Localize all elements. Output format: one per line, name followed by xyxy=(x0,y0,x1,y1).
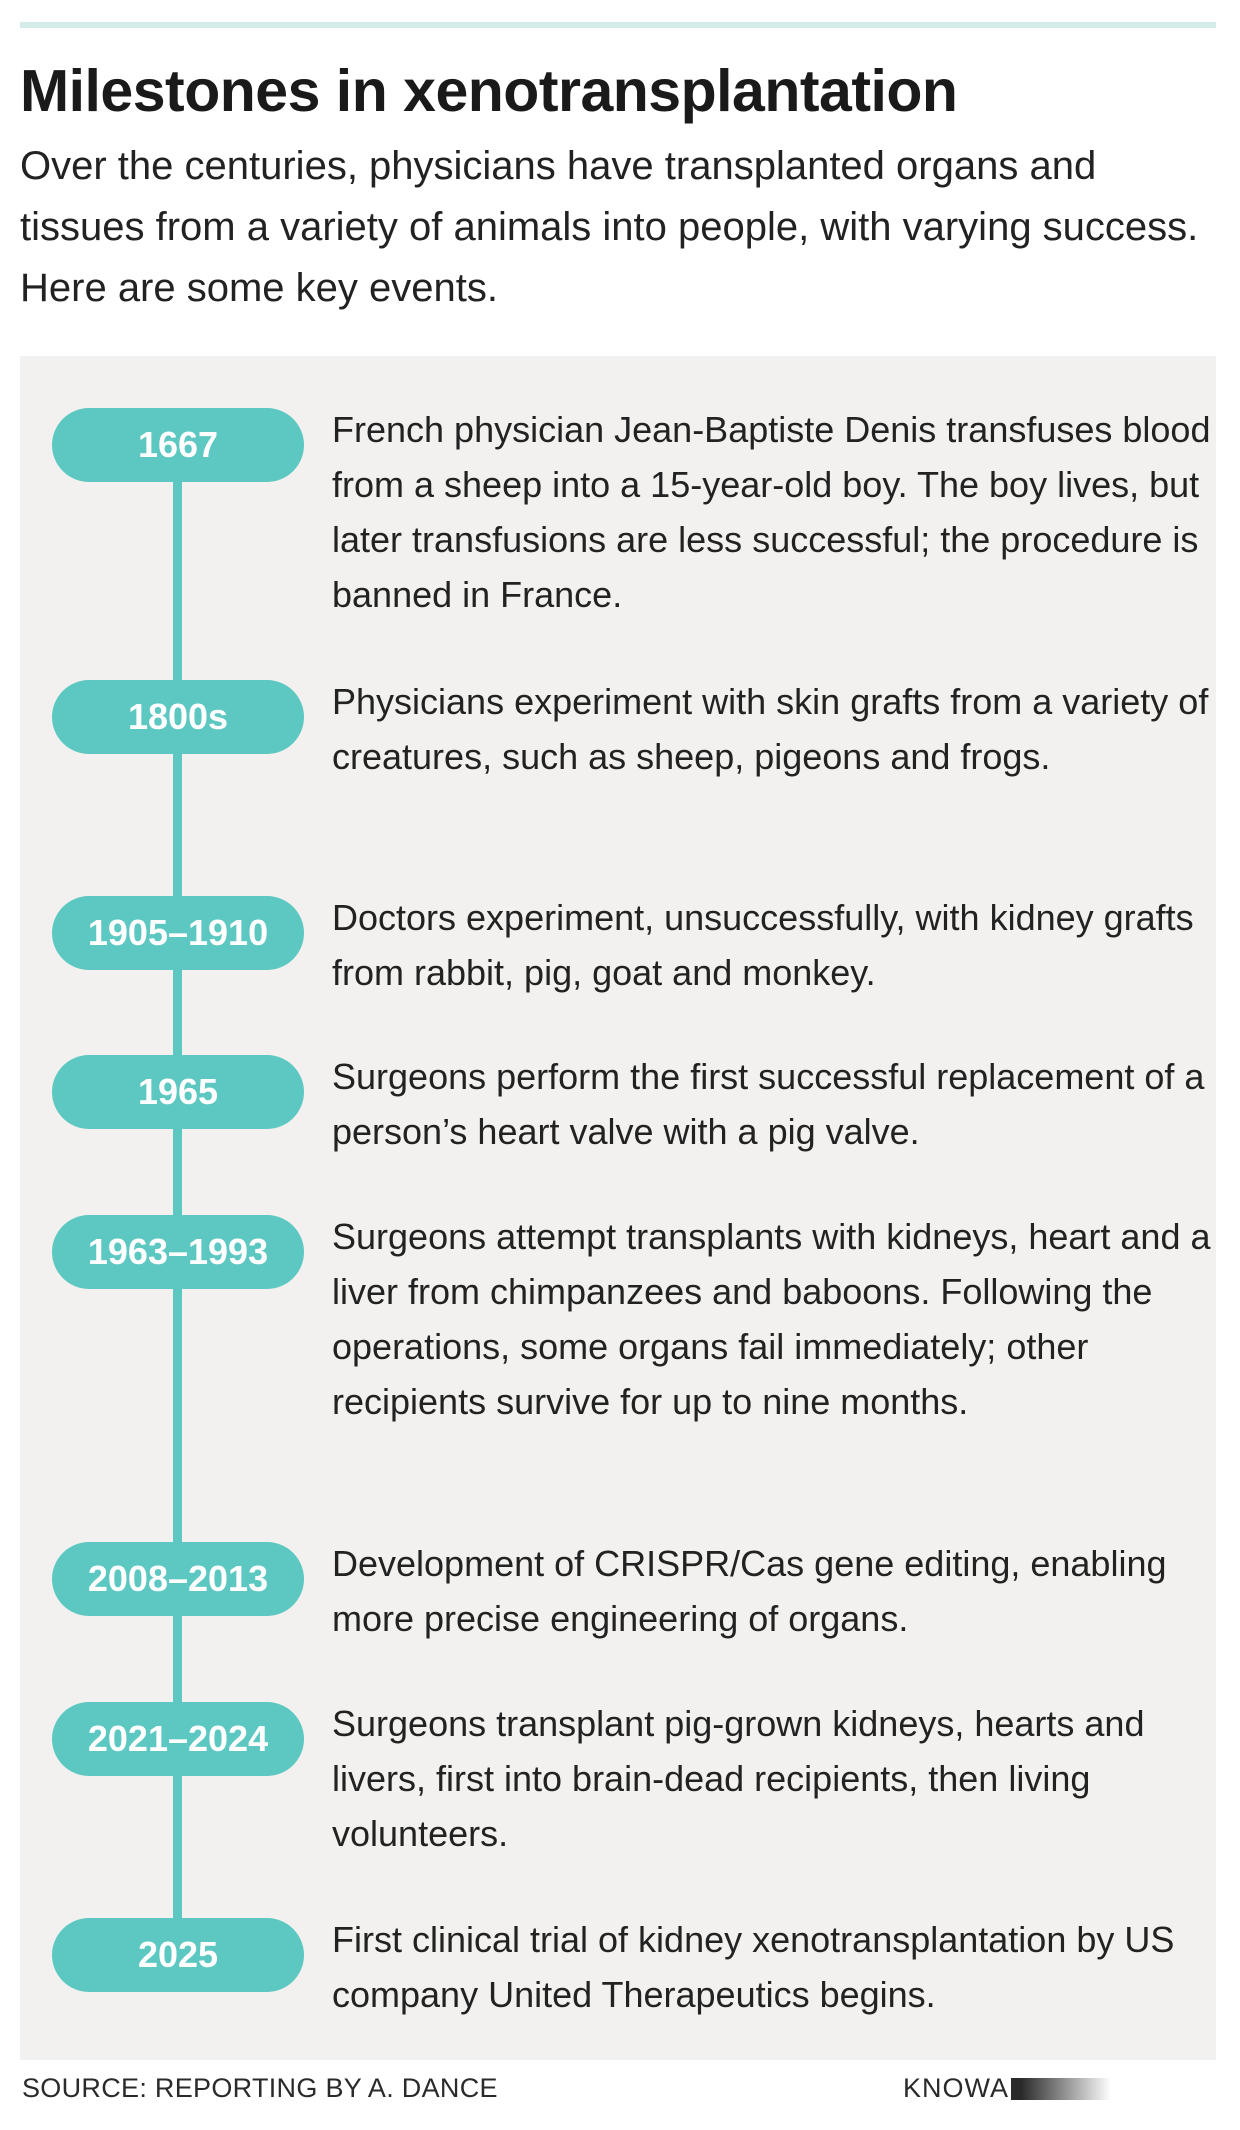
timeline-date-badge: 1965 xyxy=(52,1055,304,1129)
timeline-date-badge: 2008–2013 xyxy=(52,1542,304,1616)
timeline-date-badge: 1667 xyxy=(52,408,304,482)
brand-logo xyxy=(903,2073,1111,2104)
timeline-description: First clinical trial of kidney xenotransplantation by US company United Therapeutics begins. xyxy=(332,1919,1175,2015)
subtitle: Over the centuries, physicians have transplanted organs and tissues from a variety of animals into people, with varying success. Here are some key events. xyxy=(20,144,1199,310)
timeline-description: Surgeons perform the first successful replacement of a person’s heart valve with a pig valve. xyxy=(332,1056,1205,1152)
top-rule xyxy=(20,22,1216,28)
timeline-description: Physicians experiment with skin grafts from a variety of creatures, such as sheep, pigeons and frogs. xyxy=(332,681,1209,777)
timeline-date-badge: 2025 xyxy=(52,1918,304,1992)
timeline-description: Surgeons attempt transplants with kidneys, heart and a liver from chimpanzees and baboons. Following the operations, some organs fail immediately; other recipients survive for up to nine months. xyxy=(332,1216,1211,1422)
brand-label: KNOWA xyxy=(903,2073,1009,2103)
timeline-date-badge: 1800s xyxy=(52,680,304,754)
timeline-date-badge: 1963–1993 xyxy=(52,1215,304,1289)
timeline-date-badge: 1905–1910 xyxy=(52,896,304,970)
timeline-description: Doctors experiment, unsuccessfully, with kidney grafts from rabbit, pig, goat and monkey. xyxy=(332,897,1194,993)
timeline-date-badge: 2021–2024 xyxy=(52,1702,304,1776)
page-title: Milestones in xenotransplantation xyxy=(20,58,958,124)
timeline-description: Development of CRISPR/Cas gene editing, enabling more precise engineering of organs. xyxy=(332,1543,1167,1639)
timeline-description: French physician Jean-Baptiste Denis transfuses blood from a sheep into a 15-year-old boy. The boy lives, but later transfusions are less successful; the procedure is banned in France. xyxy=(332,409,1211,615)
source-credit: SOURCE: REPORTING BY A. DANCE xyxy=(22,2073,498,2103)
timeline-description: Surgeons transplant pig-grown kidneys, hearts and livers, first into brain-dead recipients, then living volunteers. xyxy=(332,1703,1145,1854)
brand-fade-bar xyxy=(1011,2078,1111,2100)
